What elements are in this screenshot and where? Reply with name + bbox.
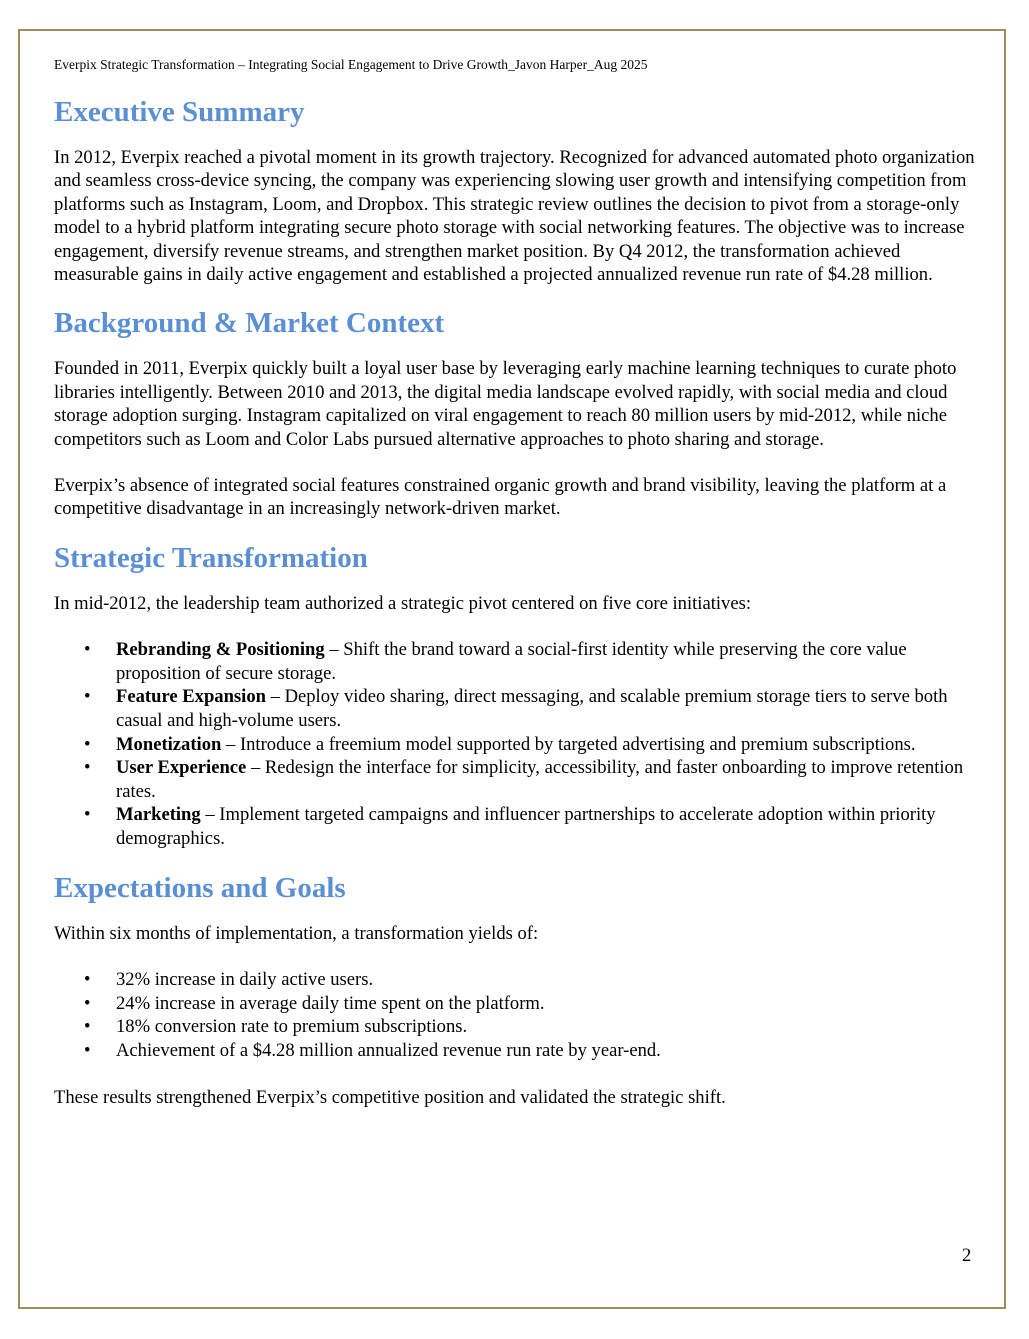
list-item	[54, 638, 980, 685]
bullet: •	[84, 1039, 91, 1061]
goal-text: Achievement of a $4.28 million annualized revenue run rate by year-end.	[116, 1039, 661, 1061]
goal-text: 32% increase in daily active users.	[116, 969, 374, 991]
list-item	[54, 1015, 980, 1039]
initiative-text: – Implement targeted campaigns and influencer partnerships to accelerate adoption within priority demographics.	[116, 804, 936, 850]
initiative-title: Marketing	[116, 804, 201, 826]
background-paragraph-1: Founded in 2011, Everpix quickly built a loyal user base by leveraging early machine learning techniques to curate photo libraries intelligently. Between 2010 and 2013, the digital media landscape evolved rapidly, with social media and cloud storage adoption surging. Instagram capitalized on viral engagement to reach 80 million users by mid-2012, while niche competitors such as Loom and Color Labs pursued alternative approaches to photo sharing and storage.	[54, 358, 957, 450]
background-paragraph-2: Everpix’s absence of integrated social features constrained organic growth and brand visibility, leaving the platform at a competitive disadvantage in an increasingly network-driven market.	[54, 475, 947, 520]
bullet: •	[84, 639, 91, 661]
list-item	[54, 803, 980, 850]
list-item	[54, 968, 980, 992]
initiative-title: User Experience	[116, 757, 247, 779]
bullet: •	[84, 733, 91, 755]
initiative-title: Rebranding & Positioning	[116, 639, 325, 661]
initiatives-list	[54, 638, 980, 850]
list-item	[54, 1039, 980, 1063]
list-item	[54, 756, 980, 803]
initiative-title: Monetization	[116, 733, 222, 755]
initiative-title: Feature Expansion	[116, 686, 266, 708]
goal-text: 18% conversion rate to premium subscriptions.	[116, 1016, 468, 1038]
expectations-closing: These results strengthened Everpix’s competitive position and validated the strategic shift.	[54, 1087, 726, 1109]
executive-summary-heading: Executive Summary	[54, 96, 305, 128]
initiative-text: – Shift the brand toward a social-first identity while preserving the core value proposition of secure storage.	[116, 639, 907, 684]
bullet: •	[84, 686, 91, 708]
executive-summary-paragraph: In 2012, Everpix reached a pivotal moment in its growth trajectory. Recognized for advanced automated photo organization and seamless cross-device syncing, the company was experiencing slowing user growth and intensifying competition from platforms such as Instagram, Loom, and Dropbox. This strategic review outlines the decision to pivot from a storage-only model to a hybrid platform integrating secure photo storage with social networking features. The objective was to increase engagement, diversify revenue streams, and strengthen market position. By Q4 2012, the transformation achieved measurable gains in daily active engagement and established a projected annualized revenue run rate of $4.28 million.	[54, 147, 975, 286]
bullet: •	[84, 1016, 91, 1038]
initiative-text: – Redesign the interface for simplicity, accessibility, and faster onboarding to improve retention rates.	[116, 757, 964, 802]
background-heading: Background & Market Context	[54, 307, 445, 340]
list-item	[54, 685, 980, 732]
bullet: •	[84, 992, 91, 1014]
bullet: •	[84, 757, 91, 779]
goals-list	[54, 968, 980, 1062]
document-body	[54, 56, 980, 1110]
bullet: •	[84, 969, 91, 991]
list-item	[54, 733, 980, 757]
expectations-intro: Within six months of implementation, a transformation yields of:	[54, 922, 539, 944]
initiative-text: – Deploy video sharing, direct messaging, and scalable premium storage tiers to serve both casual and high-volume users.	[116, 686, 948, 732]
running-header: Everpix Strategic Transformation – Integrating Social Engagement to Drive Growth_Javon Harper_Aug 2025	[54, 57, 648, 72]
list-item	[54, 992, 980, 1016]
page-number: 2	[962, 1245, 972, 1266]
bullet: •	[84, 804, 91, 826]
strategic-transformation-heading: Strategic Transformation	[54, 541, 368, 574]
expectations-heading: Expectations and Goals	[54, 871, 346, 904]
strategic-transformation-intro: In mid-2012, the leadership team authorized a strategic pivot centered on five core initiatives:	[54, 592, 752, 614]
initiative-text: – Introduce a freemium model supported by targeted advertising and premium subscriptions.	[221, 733, 916, 755]
goal-text: 24% increase in average daily time spent on the platform.	[116, 992, 545, 1014]
